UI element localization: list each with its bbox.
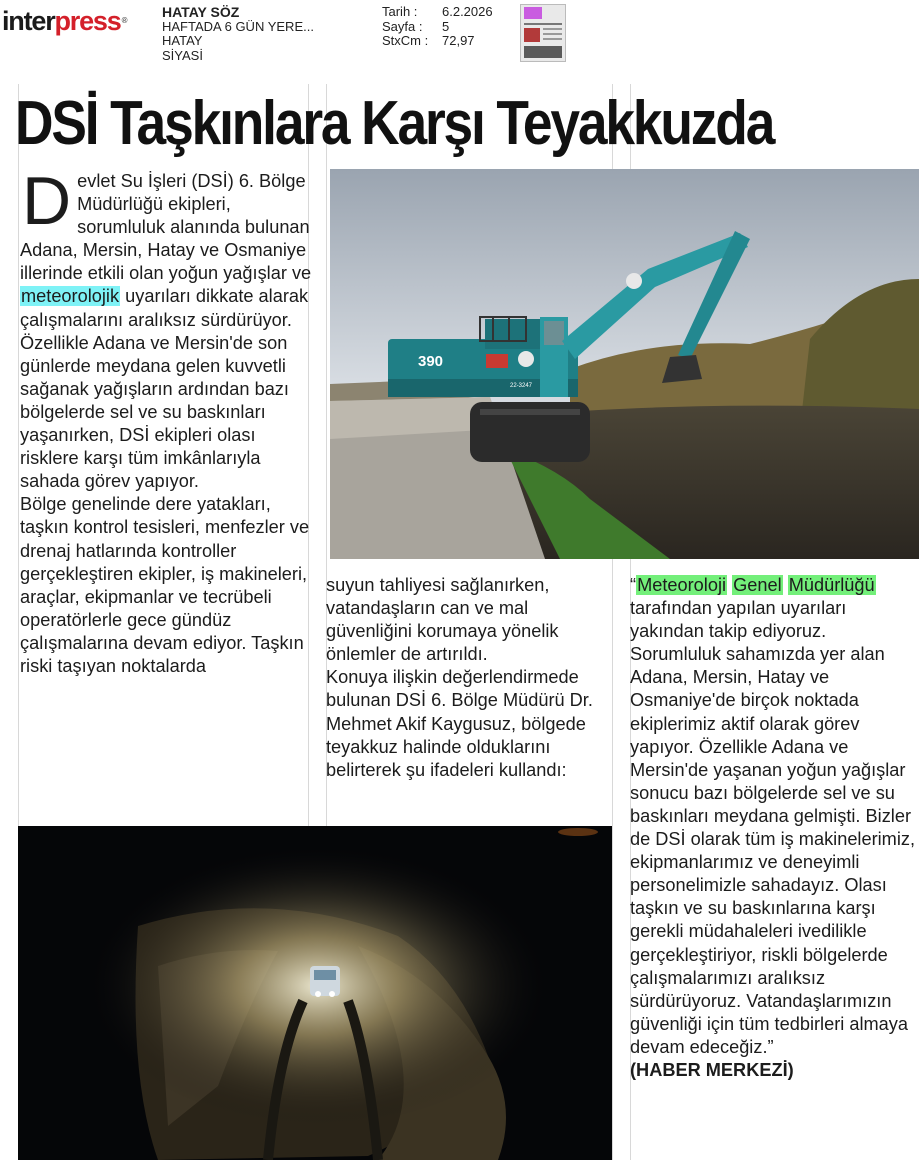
night-work-photo [18, 826, 612, 1160]
byline: (HABER MERKEZİ) [630, 1059, 794, 1080]
paragraph: Bölge genelinde dere yatakları, taşkın kontrol tesisleri, menfezler ve drenaj hatlarında kontroller gerçekleştiren ekipler, iş makineleri, araçlar, ekipmanlar ve tecrübeli operatörlerle gece gündüz çalışmalarına devam ediyor. Taşkın riski taşıyan noktalarda [20, 494, 310, 676]
paragraph [20, 163, 312, 493]
excavator-model-label: 390 [418, 353, 444, 370]
excavator-plate: 22-3247 [510, 383, 533, 389]
publication-region: HATAY [162, 33, 203, 48]
quote-paragraph [630, 574, 917, 1059]
article-headline: DSİ Taşkınlara Karşı Teyakkuzda [15, 89, 774, 158]
paragraph-text: evlet Su İşleri (DSİ) 6. Bölge Müdürlüğü ekipleri, sorumluluk alanında bulunan Adana, Mersin, Hatay ve Osmaniye illerinde etkili olan yoğun yağışlar ve [20, 171, 312, 284]
page-value: 5 [442, 18, 450, 34]
date-value: 6.2.2026 [442, 4, 493, 19]
publication-category: SİYASİ [162, 47, 203, 63]
clipping-meta [382, 5, 493, 49]
paragraph-text: uyarıları dikkate alarak çalışmalarını aralıksız sürdürüyor. Özellikle Adana ve Mersin'de son günlerde meydana gelen kuvvetli sağanak yağışların ardından bazı bölgelerde sel ve su baskınları yaşanırken, DSİ ekipleri olası risklere karşı tüm imkânlarıyla sahada görev yapıyor. [20, 286, 309, 492]
page-label: Sayfa : [382, 18, 423, 34]
highlight-meteoroloji: Meteoroloji [637, 575, 727, 595]
drop-cap: D [22, 163, 72, 239]
quote-text: tarafından yapılan uyarıları yakından takip ediyoruz. Sorumluluk sahamızda yer alan Adana, Mersin, Hatay ve Osmaniye'de birçok noktada ekiplerimiz aktif olarak görev yapıyor. Özellikle Adana ve Mersin'de yaşanan yoğun yağışlar sonucu bazı bölgelerde sel ve su baskınları meydana gelmişti. Bizler de DSİ olarak tüm iş makinelerimiz, ekipmanlarımız ve deneyimli personelimizle sahadayız. Olası taşkın ve su baskınlarına karşı gerekli müdahaleleri ivedilikle gerçekleştiriyor, riskli bölgelerde çalışmalarımızı aralıksız sürdürüyoruz. Vatandaşlarımızın güvenliği için tüm tedbirleri almaya devam edeceğiz.” [630, 598, 916, 1057]
publication-info [162, 5, 314, 63]
quote-mark: “ [630, 575, 637, 595]
paragraph: Konuya ilişkin değerlendirmede bulunan DSİ 6. Bölge Müdürü Dr. Mehmet Akif Kaygusuz, bölgede teyakkuz halinde olduklarını belirterek şu ifadeleri kullandı: [326, 667, 593, 780]
registered-mark: ® [121, 16, 127, 25]
size-value: 72,97 [442, 33, 475, 48]
logo-text-inter: inter [2, 6, 55, 36]
highlight-meteorolojik: meteorolojik [21, 286, 120, 307]
page-thumbnail[interactable] [520, 4, 566, 62]
article-column-2 [326, 574, 606, 782]
article-column-3 [630, 574, 917, 1082]
logo-text-press: press [54, 6, 121, 36]
excavator-photo [330, 169, 919, 559]
highlight-genel: Genel [733, 575, 782, 595]
night-illustration [18, 826, 612, 1160]
highlight-mudurlugu: Müdürlüğü [788, 575, 875, 595]
publication-frequency: HAFTADA 6 GÜN YERE... [162, 18, 314, 34]
interpress-logo [2, 6, 126, 36]
article-column-1 [20, 163, 312, 678]
excavator-illustration [330, 169, 919, 559]
paragraph: suyun tahliyesi sağlanırken, vatandaşların can ve mal güvenliğini korumaya yönelik önlemler de artırıldı. [326, 575, 559, 665]
date-label: Tarih : [382, 4, 418, 19]
size-label: StxCm : [382, 33, 429, 48]
publication-name: HATAY SÖZ [162, 4, 240, 20]
